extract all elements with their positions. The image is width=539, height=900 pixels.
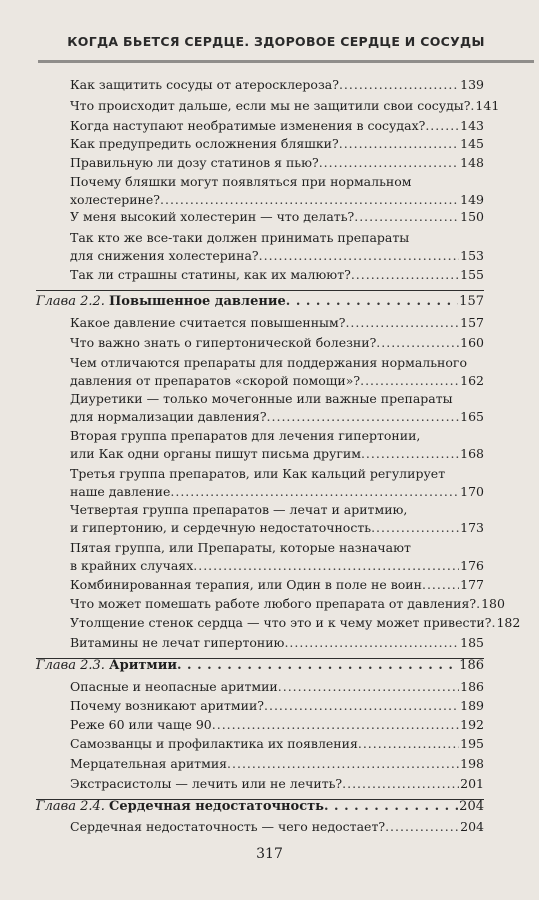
header-rule: [38, 60, 534, 63]
toc-entry: [70, 716, 484, 734]
entry-title: Как предупредить осложнения бляшки?: [70, 136, 339, 151]
toc-entry: [70, 117, 484, 135]
entry-line: [70, 229, 484, 247]
running-header: КОГДА БЬЕТСЯ СЕРДЦЕ. ЗДОРОВОЕ СЕРДЦЕ И СОСУДЫ: [67, 34, 485, 49]
entry-page-number: 143: [460, 118, 484, 133]
toc-entry: [70, 697, 484, 715]
toc-entry: [70, 427, 484, 463]
entry-page-number: 192: [460, 717, 484, 732]
entry-line: [70, 191, 484, 209]
entry-page-number: 153: [460, 248, 484, 263]
toc-entry: [70, 595, 505, 613]
entry-title: Чем отличаются препараты для поддержания нормального: [70, 355, 467, 370]
toc-entry: [70, 678, 484, 696]
toc-entry: [70, 173, 484, 209]
dot-leader: [361, 445, 459, 463]
toc-entry: [70, 229, 484, 265]
entry-title: Реже 60 или чаще 90: [70, 717, 212, 732]
dot-leader: [286, 293, 458, 311]
entry-title: или Как одни органы пишут письма другим: [70, 446, 361, 461]
dot-leader: [264, 697, 459, 715]
dot-leader: [339, 135, 459, 153]
dot-leader: [422, 576, 459, 594]
dot-leader: [342, 775, 459, 793]
entry-line: [36, 657, 484, 675]
dot-leader: [345, 314, 459, 332]
dot-leader: [358, 735, 459, 753]
entry-page-number: 185: [460, 635, 484, 650]
chapter-entry: [36, 657, 484, 675]
entry-title: для снижения холестерина?: [70, 248, 259, 263]
entry-line: [70, 372, 484, 390]
toc-entry: [70, 735, 484, 753]
dot-leader: [351, 266, 459, 284]
toc-entry: [70, 354, 484, 390]
entry-title: Что важно знать о гипертонической болезни?: [70, 335, 377, 350]
toc-entry: [70, 465, 484, 501]
entry-title: в крайних случаях: [70, 558, 194, 573]
entry-line: [70, 539, 484, 557]
entry-line: [70, 334, 484, 352]
dot-leader: [278, 678, 459, 696]
toc-entry: [70, 314, 484, 332]
entry-line: [70, 97, 500, 115]
entry-page-number: 148: [460, 155, 484, 170]
chapter-entry: [36, 293, 484, 311]
toc-entry: [70, 97, 500, 115]
entry-line: [70, 678, 484, 696]
entry-title: Так ли страшны статины, как их малюют?: [70, 267, 351, 282]
entry-page-number: 186: [460, 679, 484, 694]
dot-leader: [284, 634, 459, 652]
entry-title: Почему бляшки могут появляться при нормальном: [70, 174, 412, 189]
entry-title: Витамины не лечат гипертонию: [70, 635, 285, 650]
entry-page-number: 160: [460, 335, 484, 350]
dot-leader: [177, 657, 458, 675]
dot-leader: [371, 519, 459, 537]
entry-title: для нормализации давления?: [70, 409, 267, 424]
dot-leader: [360, 372, 459, 390]
entry-page-number: 189: [460, 698, 484, 713]
entry-page-number: 149: [460, 192, 484, 207]
entry-line: [70, 483, 484, 501]
entry-page-number: 157: [460, 315, 484, 330]
entry-page-number: 176: [460, 558, 484, 573]
dot-leader: [267, 408, 460, 426]
entry-line: [70, 390, 484, 408]
entry-page-number: 195: [460, 736, 484, 751]
entry-line: [70, 501, 484, 519]
entry-title: Опасные и неопасные аритмии: [70, 679, 278, 694]
entry-title: Что происходит дальше, если мы не защитили свои сосуды?: [70, 98, 471, 113]
entry-page-number: 162: [460, 373, 484, 388]
toc-entry: [70, 208, 484, 226]
entry-line: [70, 408, 484, 426]
entry-line: [70, 354, 484, 372]
entry-title: Экстрасистолы — лечить или не лечить?: [70, 776, 343, 791]
chapter-number: Глава 2.3.: [36, 658, 110, 673]
entry-page-number: 165: [460, 409, 484, 424]
entry-page-number: 204: [460, 819, 484, 834]
entry-title: давления от препаратов «скорой помощи»?: [70, 373, 361, 388]
entry-line: [70, 818, 484, 836]
dot-leader: [319, 154, 459, 172]
entry-page-number: 157: [459, 294, 484, 309]
entry-page-number: 198: [460, 756, 484, 771]
entry-title: Какое давление считается повышенным?: [70, 315, 346, 330]
entry-line: [70, 775, 484, 793]
entry-title: Так кто же все-таки должен принимать препараты: [70, 230, 410, 245]
entry-line: [70, 154, 484, 172]
entry-line: [70, 314, 484, 332]
entry-line: [70, 557, 484, 575]
dot-leader: [170, 483, 459, 501]
entry-page-number: 168: [460, 446, 484, 461]
toc-entry: [70, 614, 521, 632]
toc-entry: [70, 334, 484, 352]
page-number: 317: [256, 846, 283, 862]
dot-leader: [259, 247, 460, 265]
entry-page-number: 139: [460, 77, 484, 92]
entry-line: [70, 266, 484, 284]
entry-title: Утолщение стенок сердца — что это и к чему может привести?: [70, 615, 492, 630]
dot-leader: [339, 76, 459, 94]
dot-leader: [160, 191, 459, 209]
entry-line: [70, 445, 484, 463]
entry-title: Почему возникают аритмии?: [70, 698, 265, 713]
entry-line: [70, 755, 484, 773]
entry-title: У меня высокий холестерин — что делать?: [70, 209, 355, 224]
entry-line: [36, 798, 484, 816]
entry-page-number: 141: [475, 98, 500, 113]
entry-line: [70, 173, 484, 191]
chapter-title: Сердечная недостаточность: [109, 799, 324, 814]
toc-entry: [70, 501, 484, 537]
entry-page-number: 170: [460, 484, 484, 499]
chapter-title: Повышенное давление: [109, 294, 286, 309]
entry-page-number: 182: [496, 615, 521, 630]
entry-page-number: 177: [460, 577, 484, 592]
dot-leader: [324, 798, 458, 816]
entry-title: наше давление: [70, 484, 171, 499]
section-divider: [36, 290, 484, 291]
dot-leader: [376, 334, 459, 352]
entry-title: Правильную ли дозу статинов я пью?: [70, 155, 319, 170]
entry-title: Сердечная недостаточность — чего недостает?: [70, 819, 386, 834]
entry-title: и гипертонию, и сердечную недостаточность: [70, 520, 372, 535]
entry-title: Мерцательная аритмия: [70, 756, 228, 771]
entry-line: [70, 519, 484, 537]
entry-title: Пятая группа, или Препараты, которые назначают: [70, 540, 411, 555]
chapter-title: Аритмии: [109, 658, 177, 673]
entry-line: [70, 595, 505, 613]
toc-entry: [70, 154, 484, 172]
chapter-number: Глава 2.4.: [36, 799, 110, 814]
toc-entry: [70, 135, 484, 153]
entry-page-number: 145: [460, 136, 484, 151]
entry-line: [70, 247, 484, 265]
entry-title: Самозванцы и профилактика их появления: [70, 736, 358, 751]
entry-line: [70, 716, 484, 734]
entry-title: Что может помешать работе любого препарата от давления?: [70, 596, 477, 611]
entry-line: [70, 697, 484, 715]
dot-leader: [385, 818, 459, 836]
toc-entry: [70, 390, 484, 426]
entry-line: [70, 735, 484, 753]
entry-title: Вторая группа препаратов для лечения гипертонии,: [70, 428, 421, 443]
entry-line: [70, 614, 521, 632]
entry-page-number: 201: [460, 776, 484, 791]
entry-title: Третья группа препаратов, или Как кальций регулирует: [70, 466, 446, 481]
toc-entry: [70, 755, 484, 773]
entry-line: [70, 465, 484, 483]
dot-leader: [212, 716, 459, 734]
dot-leader: [354, 208, 459, 226]
entry-line: [70, 135, 484, 153]
toc-entry: [70, 775, 484, 793]
entry-page-number: 180: [481, 596, 505, 611]
entry-page-number: 150: [460, 209, 484, 224]
entry-line: [70, 208, 484, 226]
entry-line: [70, 117, 484, 135]
entry-line: [70, 634, 484, 652]
entry-line: [36, 293, 484, 311]
entry-title: Четвертая группа препаратов — лечат и аритмию,: [70, 502, 408, 517]
entry-title: Когда наступают необратимые изменения в сосудах?: [70, 118, 426, 133]
entry-title: Диуретики — только мочегонные или важные препараты: [70, 391, 453, 406]
chapter-number: Глава 2.2.: [36, 294, 110, 309]
entry-title: Комбинированная терапия, или Один в поле не воин: [70, 577, 422, 592]
entry-page-number: 186: [459, 658, 484, 673]
entry-line: [70, 427, 484, 445]
toc-entry: [70, 76, 484, 94]
toc-entry: [70, 576, 484, 594]
entry-page-number: 173: [460, 520, 484, 535]
dot-leader: [425, 117, 459, 135]
entry-page-number: 155: [460, 267, 484, 282]
entry-title: Как защитить сосуды от атеросклероза?: [70, 77, 339, 92]
toc-entry: [70, 266, 484, 284]
toc-entry: [70, 539, 484, 575]
chapter-entry: [36, 798, 484, 816]
dot-leader: [227, 755, 459, 773]
dot-leader: [193, 557, 459, 575]
toc-entry: [70, 634, 484, 652]
entry-line: [70, 76, 484, 94]
entry-title: холестерине?: [70, 192, 160, 207]
entry-page-number: 204: [459, 799, 484, 814]
entry-line: [70, 576, 484, 594]
toc-entry: [70, 818, 484, 836]
